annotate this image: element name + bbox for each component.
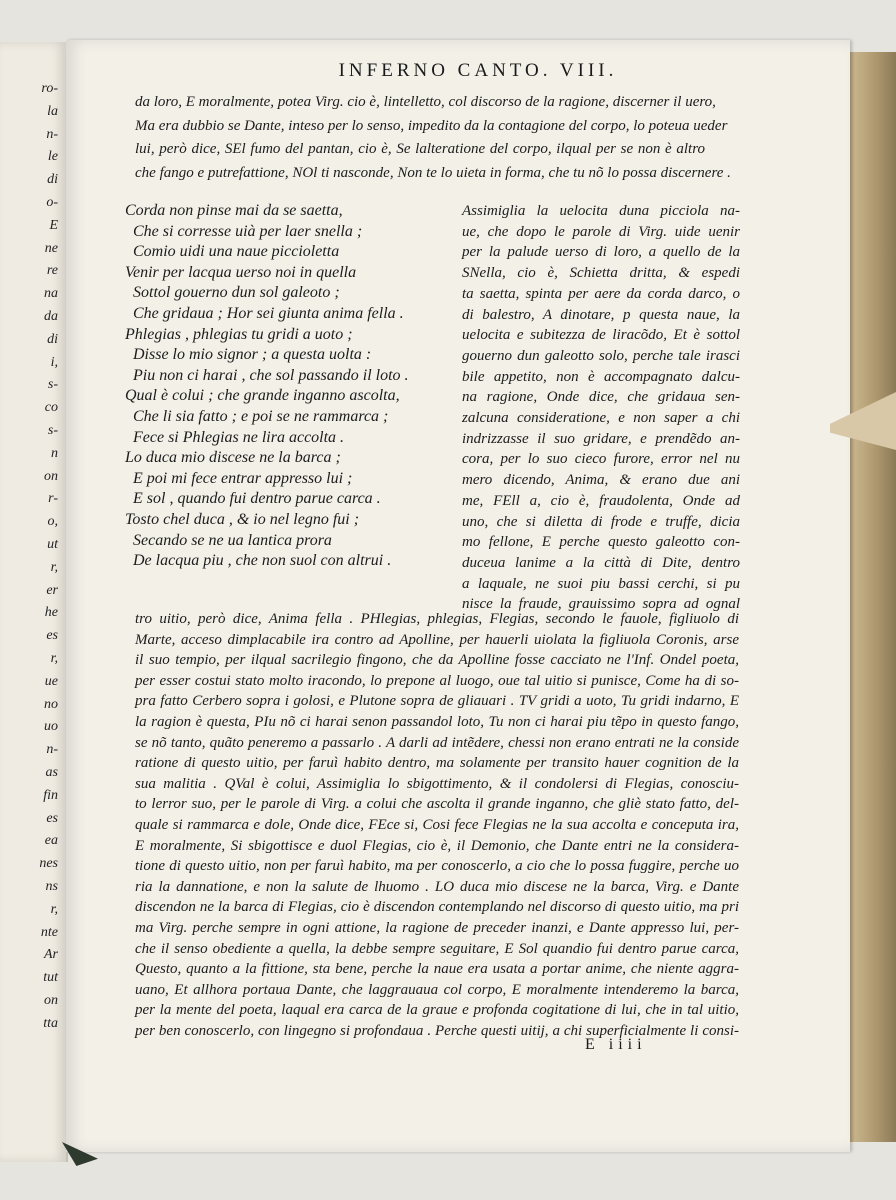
- verse-line: E poi mi fece entrar appresso lui ;: [133, 469, 353, 487]
- verse-line: Phlegias , phlegias tu gridi a uoto ;: [125, 325, 353, 343]
- verse-line: Venir per lacqua uerso noi in quella: [125, 263, 357, 281]
- commentary-line: ta saetta, spinta per aere da corda darco, o: [462, 285, 740, 302]
- commentary-line: zalcuna consideratione, e non saper a chi: [462, 410, 740, 426]
- verse-line: Disse lo mio signor ; a questa uolta :: [133, 346, 372, 364]
- commentary-line: il suo tempio, per ilqual sacrilegio fingono, che da Apolline fosse cacciato ne l'Inf. Ondel poeta,: [135, 652, 739, 669]
- commentary-line: ma Virg. perche sempre in ogni attione, la ragione de preceder inanzi, e Dante appresso lui, per-: [135, 920, 739, 936]
- left-page-text-fragment: ne: [44, 240, 58, 256]
- left-page-text-fragment: ro-: [41, 81, 58, 96]
- commentary-line: che fango e putrefattione, NOl ti nasconde, Non te lo uieta in forma, che tu nõ lo possa discernere .: [135, 164, 731, 181]
- commentary-line: uano, Et allhora portaua Dante, che laggrauaua col corpo, E moralmente intenderemo la barca,: [135, 981, 739, 998]
- verse-line: Lo duca mio discese ne la barca ;: [125, 449, 341, 467]
- commentary-line: se nõ tanto, quãto peneremo a passarlo . A darli ad intẽdere, chessi non erano entrati ne la conside: [135, 734, 739, 751]
- left-page-text-fragment: Ar: [44, 947, 58, 963]
- left-page-text-fragment: he: [44, 605, 58, 621]
- left-page-text-fragment: re: [46, 263, 58, 279]
- running-head: INFERNO CANTO. VIII.: [338, 60, 618, 81]
- commentary-line: bile appetito, non è accompagnato dalcu-: [462, 368, 740, 385]
- verse-line: Che gridaua ; Hor sei giunta anima fella .: [133, 305, 404, 322]
- left-page-text-fragment: la: [47, 103, 58, 119]
- commentary-line: quale si rammarca e dole, Onde dice, FEce si, Cosi fece Flegias ne la sua accolta e conceputa ira,: [135, 817, 739, 833]
- left-page-text-fragment: on: [44, 468, 58, 484]
- left-page-text-fragment: no: [44, 696, 58, 712]
- left-page-text-fragment: r,: [50, 559, 58, 575]
- left-page-text-fragment: nte: [40, 924, 58, 940]
- commentary-line: pra fatto Cerbero sopra i golosi, e Plutone sopra de gliauari . TV gridi a uoto, Tu gridi indarno, E: [135, 693, 739, 710]
- verse-line: Fece si Phlegias ne lira accolta .: [133, 428, 345, 446]
- left-page-text-fragment: E: [49, 217, 58, 233]
- commentary-line: per ben conoscerlo, con lingegno si profondaua . Perche questi uitij, a chi superficialmente li consi-: [135, 1023, 739, 1039]
- commentary-line: indrizzasse il suo gridare, e prendẽdo an-: [462, 430, 740, 447]
- left-page-text-fragment: tta: [43, 1015, 58, 1031]
- left-page-text-fragment: ea: [44, 833, 58, 849]
- left-page-text-fragment: as: [45, 765, 58, 780]
- left-page-text-fragment: o-: [46, 195, 58, 210]
- left-page-text-fragment: ut: [47, 537, 58, 552]
- left-page-text-fragment: n-: [46, 742, 58, 758]
- left-page: [0, 42, 68, 1162]
- left-page-text-fragment: er: [46, 582, 58, 598]
- left-page-text-fragment: o,: [47, 514, 58, 530]
- commentary-line: la ragion è questa, PIu nõ ci harai senon passandol loto, Tu non ci harai piu tẽpo in questo fango,: [135, 714, 739, 730]
- left-page-text-fragment: tut: [43, 970, 58, 986]
- commentary-line: SNella, cio è, Schietta dritta, & espedi: [462, 265, 740, 282]
- left-page-text-fragment: r,: [50, 651, 58, 666]
- commentary-line: mo fellone, E perche questo galeotto con-: [462, 534, 740, 551]
- verse-line: Che li sia fatto ; e poi se ne rammarca ;: [133, 408, 389, 425]
- commentary-line: a laquale, ne suoi piu bassi cerchi, si pu: [462, 575, 740, 592]
- left-page-text-fragment: es: [46, 628, 58, 644]
- commentary-line: mero dicendo, Anima, & erano due ani: [462, 472, 740, 489]
- commentary-line: na ragione, Onde dice, che gridaua sen-: [462, 389, 740, 406]
- commentary-line: uno, che si diletta di frode e truffe, dicia: [462, 513, 740, 530]
- commentary-line: che il senso obediente a quella, la debbe sempre seguitare, E Sol quandio fui dentro parue carca,: [135, 940, 739, 957]
- verse-line: Piu non ci harai , che sol passando il loto .: [133, 366, 409, 384]
- left-page-text-fragment: ue: [44, 673, 58, 689]
- commentary-line: Questo, quanto a la fittione, sta bene, perche la naue era usata a portar anime, che niente aggra-: [135, 961, 739, 978]
- verse-line: Corda non pinse mai da se saetta,: [125, 202, 343, 219]
- commentary-line: ue, che dopo le parole di Virg. uide uenir: [462, 223, 740, 240]
- left-page-text-fragment: di: [47, 331, 58, 347]
- verse-line: Qual è colui ; che grande inganno ascolta,: [125, 387, 400, 405]
- left-page-text-fragment: n: [51, 445, 58, 461]
- commentary-line: Ma era dubbio se Dante, inteso per lo senso, impedito da la contagione del corpo, lo poteua ueder: [135, 117, 728, 134]
- commentary-line: nisce la fraude, grauissimo sopra ad ognal: [462, 596, 740, 613]
- commentary-line: E moralmente, Si sbigottisce e duol Flegias, cio è, il Demonio, che Dante entri ne la considera-: [135, 837, 739, 854]
- commentary-line: uelocita e subitezza de liracõdo, Et è sottol: [462, 327, 740, 344]
- verse-line: E sol , quando fui dentro parue carca .: [133, 490, 381, 508]
- left-page-text-fragment: uo: [44, 719, 58, 735]
- left-page-text-fragment: n-: [46, 126, 58, 142]
- left-page-text-fragment: r,: [50, 901, 58, 917]
- verse-line: Secando se ne ua lantica prora: [133, 531, 332, 549]
- commentary-line: discendon ne la barca di Flegias, cio è discendon contemplando nel discorso di questo uitio, ma pri: [135, 899, 739, 916]
- commentary-line: tione di questo uitio, non per faruì habito, ma per conoscerlo, a cio che lo possa fuggire, perche uo: [135, 858, 739, 875]
- left-page-text-fragment: da: [44, 309, 58, 324]
- verse-line: Tosto chel duca , & io nel legno fui ;: [125, 511, 360, 528]
- left-page-text-fragment: i,: [50, 354, 58, 370]
- commentary-line: lui, però dice, SEl fumo del pantan, cio è, Se lalteratione del corpo, ilqual per se non è altro: [135, 141, 705, 157]
- commentary-line: da loro, E moralmente, potea Virg. cio è, lintelletto, col discorso de la ragione, discerner il uero,: [135, 94, 716, 110]
- left-page-text-fragment: di: [47, 172, 58, 188]
- left-page-text-fragment: na: [44, 286, 58, 302]
- left-page-text-fragment: on: [44, 993, 58, 1008]
- commentary-line: Marte, acceso dimplacabile ira contro ad Apolline, per hauerli uiolata la figliuola Coronis, arse: [135, 631, 739, 648]
- left-page-text-fragment: r-: [48, 491, 58, 507]
- commentary-line: tro uitio, però dice, Anima fella . PHlegias, phlegias, Flegias, secondo le fauole, figliuolo di: [135, 611, 739, 627]
- left-page-text-fragment: ns: [45, 879, 58, 894]
- commentary-line: per esser costui stato molto iracondo, lo prepone al luogo, oue tal uitio si punisce, Come ha di so-: [135, 672, 739, 689]
- left-page-text-fragment: s-: [47, 423, 58, 438]
- verse-line: Comio uidi una naue piccioletta: [133, 243, 340, 261]
- left-page-text-fragment: nes: [39, 856, 58, 872]
- verse-line: Che si corresse uià per laer snella ;: [133, 222, 363, 240]
- signature-mark: E iiii: [585, 1036, 647, 1053]
- commentary-line: per la palude uerso di loro, a quello de la: [462, 244, 740, 261]
- commentary-line: per la mente del poeta, laqual era carca de la graue e profonda cogitatione di lui, che in tal uitio,: [135, 1002, 739, 1019]
- commentary-line: me, FEll a, cio è, fraudolenta, Onde ad: [462, 492, 740, 509]
- verse-line: De lacqua piu , che non suol con altrui .: [133, 552, 392, 570]
- commentary-line: gouerno dun galeotto solo, perche tale irasci: [462, 347, 740, 364]
- commentary-line: duceua lanime a la città di Dite, dentro: [462, 554, 740, 571]
- left-page-text-fragment: s-: [47, 377, 58, 393]
- commentary-line: di balestro, A dinotare, p questa naue, la: [462, 306, 740, 323]
- verse-line: Sottol gouerno dun sol galeoto ;: [133, 284, 340, 302]
- left-page-text-fragment: fin: [43, 787, 58, 803]
- commentary-line: Assimiglia la uelocita duna picciola na-: [462, 203, 740, 219]
- commentary-line: to lerror suo, per le parole di Virg. a colui che ascolta il grande inganno, che gliè stato fatto, del-: [135, 796, 739, 813]
- commentary-line: ratione di questo uitio, per faruì habito dentro, ma solamente per transito hauer cognition de la: [135, 755, 739, 772]
- left-page-text-fragment: es: [46, 810, 58, 826]
- left-page-text-fragment: le: [47, 149, 58, 165]
- commentary-line: cora, per lo suo cieco furore, error nel nu: [462, 451, 740, 468]
- left-page-text-fragment: co: [44, 400, 58, 416]
- commentary-line: sua malitia . QVal è colui, Assimiglia lo sbigottimento, & il condolersi di Flegias, conosciu-: [135, 775, 739, 792]
- commentary-line: ria la dannatione, e non la salute de lhuomo . LO duca mio discese ne la barca, Virg. e Dante: [135, 878, 739, 895]
